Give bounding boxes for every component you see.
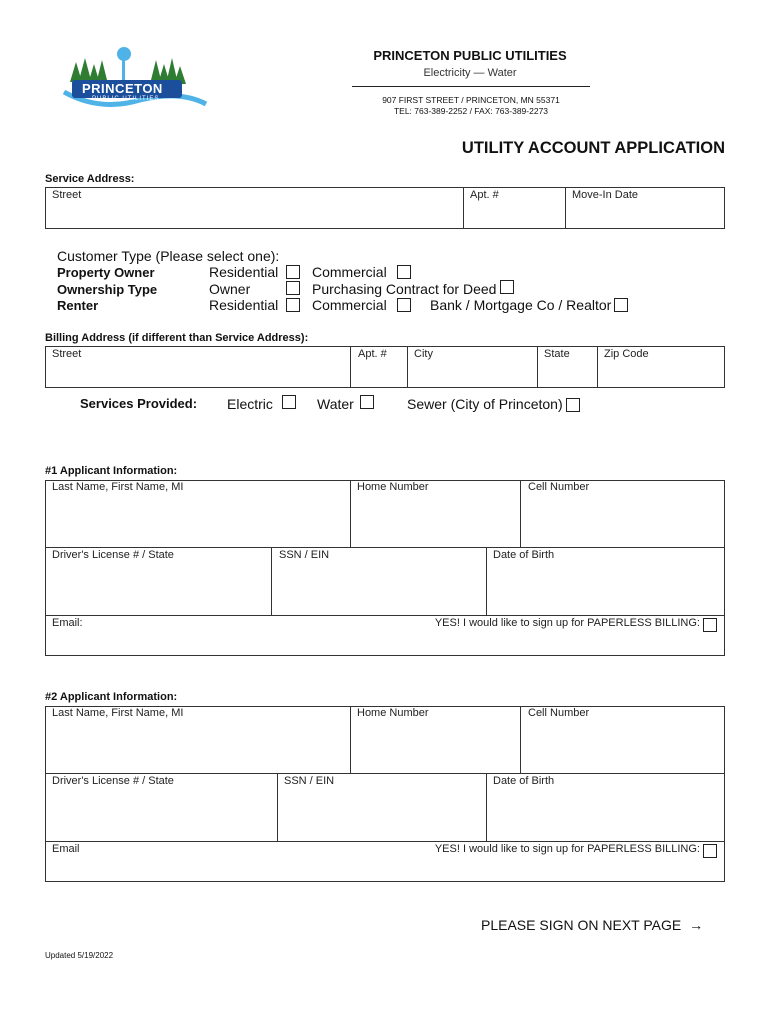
applicant2-paperless-label: YES! I would like to sign up for PAPERLESS BILLING: [434, 843, 700, 855]
service-address-heading: Service Address: [45, 173, 135, 185]
service-street-field[interactable]: Street [52, 189, 82, 201]
option-renter-residential: Residential [209, 297, 279, 313]
divider [45, 773, 725, 774]
company-logo [60, 44, 210, 114]
services-label: Services Provided: [80, 396, 198, 411]
org-name: PRINCETON PUBLIC UTILITIES [373, 48, 567, 63]
applicant1-home-field[interactable]: Home Number [357, 481, 429, 493]
applicant1-cell-field[interactable]: Cell Number [528, 481, 590, 493]
tagline: Electricity — Water [423, 67, 517, 79]
applicant2-ssn-field[interactable]: SSN / EIN [284, 775, 335, 787]
divider [45, 547, 725, 548]
applicant2-dob-field[interactable]: Date of Birth [493, 775, 555, 787]
divider [520, 706, 521, 773]
divider [486, 773, 487, 841]
option-residential: Residential [209, 264, 279, 280]
billing-address-heading: Billing Address (if different than Service Address): [45, 332, 309, 344]
applicant1-heading: #1 Applicant Information: [45, 465, 178, 477]
page-title: UTILITY ACCOUNT APPLICATION [461, 139, 725, 157]
applicant2-name-field[interactable]: Last Name, First Name, MI [52, 707, 184, 719]
renter-residential-checkbox[interactable] [286, 298, 300, 312]
applicant1-dl-field[interactable]: Driver's License # / State [52, 549, 174, 561]
divider [45, 841, 725, 842]
service-water-label: Water [317, 396, 354, 412]
divider [463, 187, 464, 229]
customer-type-heading: Customer Type (Please select one): [57, 248, 280, 264]
applicant2-heading: #2 Applicant Information: [45, 691, 178, 703]
sewer-checkbox[interactable] [566, 398, 580, 412]
residential-checkbox[interactable] [286, 265, 300, 279]
owner-checkbox[interactable] [286, 281, 300, 295]
logo-word: PRINCETON [82, 81, 163, 96]
option-contract-for-deed: Purchasing Contract for Deed [312, 281, 497, 297]
billing-city-field[interactable]: City [414, 348, 433, 360]
divider [45, 615, 725, 616]
sign-next-text: PLEASE SIGN ON NEXT PAGE [481, 917, 682, 933]
divider [565, 187, 566, 229]
applicant1-name-field[interactable]: Last Name, First Name, MI [52, 481, 184, 493]
header-divider [352, 86, 590, 87]
arrow-right-icon: → [689, 917, 704, 933]
address: 907 FIRST STREET / PRINCETON, MN 55371 [382, 95, 560, 105]
logo-sub: PUBLIC UTILITIES [92, 96, 160, 102]
applicant1-paperless-checkbox[interactable] [703, 618, 717, 632]
billing-street-field[interactable]: Street [52, 348, 82, 360]
updated-date: Updated 5/19/2022 [45, 951, 114, 960]
sign-next-page [481, 917, 703, 933]
applicant1-email-field[interactable]: Email: [52, 617, 83, 629]
applicant2-cell-field[interactable]: Cell Number [528, 707, 590, 719]
applicant2-email-field[interactable]: Email [52, 843, 80, 855]
type-ownership: Ownership Type [57, 282, 158, 297]
applicant2-box [45, 706, 725, 882]
divider [597, 346, 598, 388]
divider [520, 480, 521, 547]
contract-for-deed-checkbox[interactable] [500, 280, 514, 294]
bank-mortgage-checkbox[interactable] [614, 298, 628, 312]
applicant1-dob-field[interactable]: Date of Birth [493, 549, 555, 561]
type-renter: Renter [57, 298, 99, 313]
service-sewer-label: Sewer (City of Princeton) [407, 396, 563, 412]
logo-graphic [60, 44, 210, 114]
move-in-date-field[interactable]: Move-In Date [572, 189, 639, 201]
applicant1-ssn-field[interactable]: SSN / EIN [279, 549, 330, 561]
applicant1-box [45, 480, 725, 656]
billing-state-field[interactable]: State [544, 348, 570, 360]
option-bank-mortgage: Bank / Mortgage Co / Realtor [430, 297, 612, 313]
divider [350, 706, 351, 773]
option-renter-commercial: Commercial [312, 297, 387, 313]
applicant2-paperless-checkbox[interactable] [703, 844, 717, 858]
applicant2-home-field[interactable]: Home Number [357, 707, 429, 719]
service-apt-field[interactable]: Apt. # [470, 189, 499, 201]
divider [486, 547, 487, 615]
divider [277, 773, 278, 841]
billing-zip-field[interactable]: Zip Code [604, 348, 649, 360]
water-checkbox[interactable] [360, 395, 374, 409]
option-commercial: Commercial [312, 264, 387, 280]
divider [271, 547, 272, 615]
electric-checkbox[interactable] [282, 395, 296, 409]
applicant1-paperless-label: YES! I would like to sign up for PAPERLESS BILLING: [434, 617, 700, 629]
billing-apt-field[interactable]: Apt. # [358, 348, 387, 360]
renter-commercial-checkbox[interactable] [397, 298, 411, 312]
option-owner: Owner [209, 281, 251, 297]
commercial-checkbox[interactable] [397, 265, 411, 279]
service-electric-label: Electric [227, 396, 273, 412]
divider [407, 346, 408, 388]
phone-fax: TEL: 763-389-2252 / FAX: 763-389-2273 [393, 106, 549, 116]
divider [537, 346, 538, 388]
applicant2-dl-field[interactable]: Driver's License # / State [52, 775, 174, 787]
divider [350, 480, 351, 547]
type-property-owner: Property Owner [57, 265, 155, 280]
divider [350, 346, 351, 388]
